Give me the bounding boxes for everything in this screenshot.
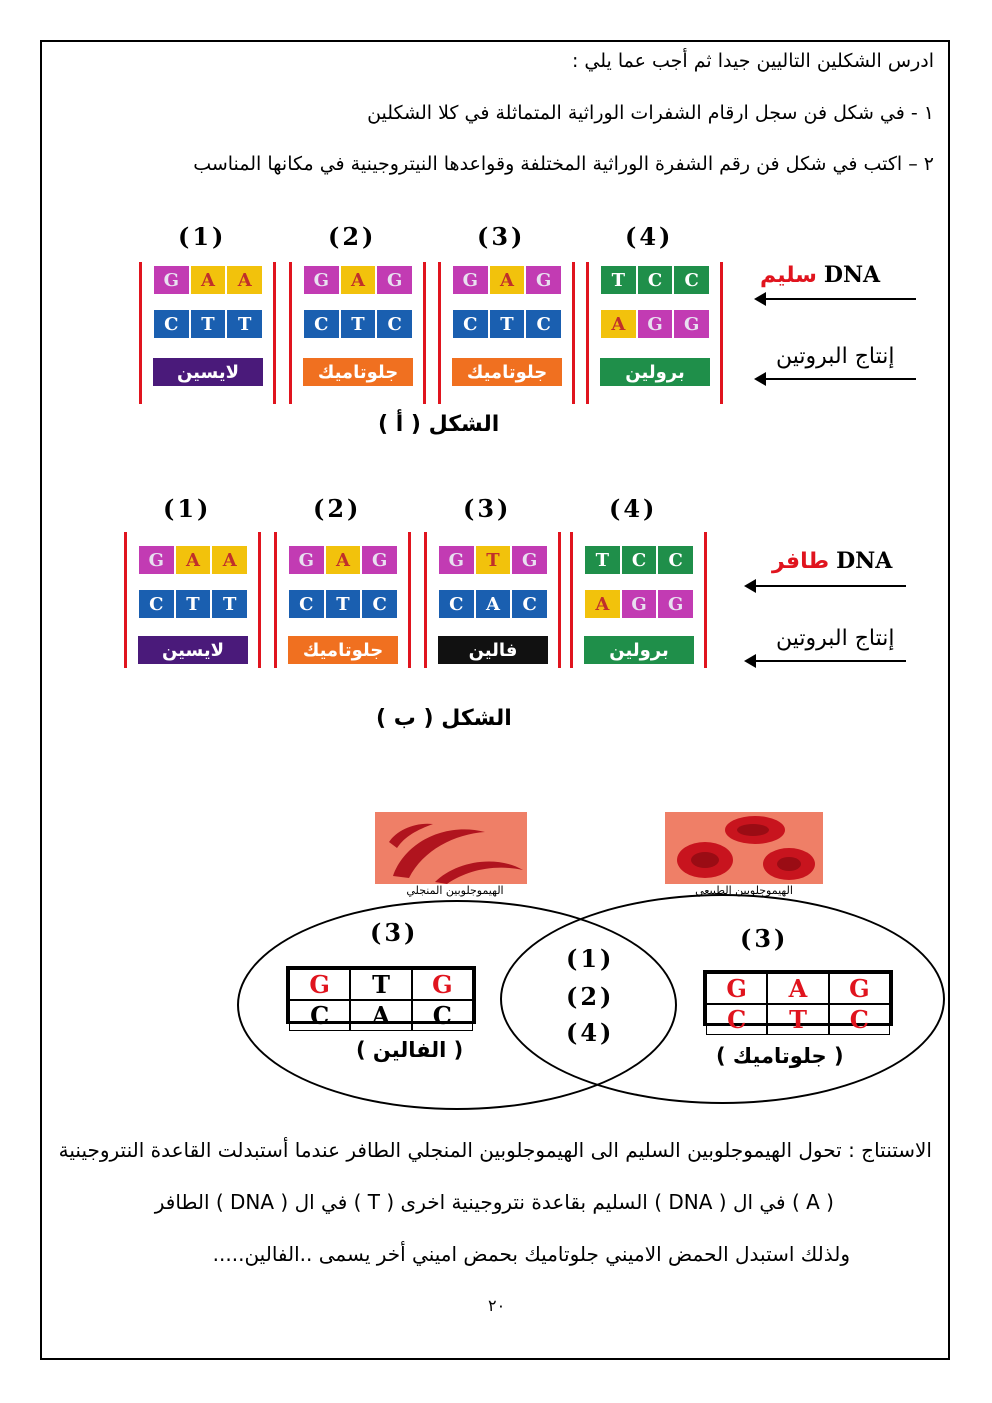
venn-left-table (286, 966, 476, 1030)
nucleotide-base: G (289, 546, 324, 574)
nucleotide-base: C (362, 590, 397, 618)
amino-acid-label: جلوتاميك (303, 358, 413, 386)
amino-acid-label: برولين (600, 358, 710, 386)
instructions-intro: ادرس الشكلين التاليين جيدا ثم أجب عما يلي : (571, 50, 934, 72)
nucleotide-base: C (154, 310, 189, 338)
dna-top-strand (153, 266, 263, 294)
base-cell: C (829, 1004, 890, 1035)
base-cell: C (412, 1000, 473, 1031)
base-cell: T (350, 969, 411, 1000)
nucleotide-base: G (674, 310, 709, 338)
codon-number: (3) (463, 494, 512, 523)
red-divider (273, 262, 276, 404)
figure-a-dna-label (760, 262, 880, 288)
base-cell: G (289, 969, 350, 1000)
nucleotide-base: A (191, 266, 226, 294)
dna-bottom-strand (452, 310, 562, 338)
nucleotide-base: T (227, 310, 262, 338)
nucleotide-base: C (526, 310, 561, 338)
question-2: ٢ – اكتب في شكل فن رقم الشفرة الوراثية المختلفة وقواعدها النيتروجينية في مكانها المناسب (193, 153, 934, 175)
red-divider (424, 532, 427, 668)
nucleotide-base: G (154, 266, 189, 294)
nucleotide-base: G (453, 266, 488, 294)
venn-right-table (703, 970, 893, 1034)
dna-top-strand (584, 546, 694, 574)
nucleotide-base: T (490, 310, 525, 338)
question-1: ١ - في شكل فن سجل ارقام الشفرات الوراثية المتماثلة في كلا الشكلين (367, 102, 934, 124)
dna-bottom-strand (303, 310, 413, 338)
nucleotide-base: C (139, 590, 174, 618)
nucleotide-base: A (341, 266, 376, 294)
arrow-left-icon (756, 378, 916, 380)
nucleotide-base: C (658, 546, 693, 574)
base-cell: C (706, 1004, 767, 1035)
dna-top-strand (303, 266, 413, 294)
base-cell: C (289, 1000, 350, 1031)
venn-center-3: (4) (566, 1018, 615, 1047)
red-divider (570, 532, 573, 668)
nucleotide-base: A (176, 546, 211, 574)
dna-top-strand (600, 266, 710, 294)
base-cell: A (767, 973, 828, 1004)
nucleotide-base: C (674, 266, 709, 294)
dna-bottom-strand (600, 310, 710, 338)
nucleotide-base: T (585, 546, 620, 574)
dna-bottom-strand (584, 590, 694, 618)
nucleotide-base: G (439, 546, 474, 574)
nucleotide-base: G (638, 310, 673, 338)
nucleotide-base: A (601, 310, 636, 338)
nucleotide-base: G (362, 546, 397, 574)
arrow-left-icon (746, 585, 906, 587)
dna-bottom-strand (138, 590, 248, 618)
dna-top-strand (288, 546, 398, 574)
red-divider (274, 532, 277, 668)
healthy-word: سليم (760, 263, 817, 288)
nucleotide-base: T (191, 310, 226, 338)
red-divider (139, 262, 142, 404)
dna-bottom-strand (153, 310, 263, 338)
nucleotide-base: G (139, 546, 174, 574)
nucleotide-base: G (304, 266, 339, 294)
red-divider (558, 532, 561, 668)
nucleotide-base: G (658, 590, 693, 618)
page-number: ٢٠ (488, 1296, 506, 1315)
red-divider (408, 532, 411, 668)
arrow-left-icon (756, 298, 916, 300)
red-divider (124, 532, 127, 668)
nucleotide-base: C (289, 590, 324, 618)
dna-text: DNA (836, 548, 893, 574)
red-divider (258, 532, 261, 668)
amino-acid-label: فالين (438, 636, 548, 664)
venn-left-number: (3) (370, 918, 419, 947)
nucleotide-base: T (476, 546, 511, 574)
red-divider (438, 262, 441, 404)
venn-center-1: (1) (566, 944, 615, 973)
amino-acid-label: لايسين (153, 358, 263, 386)
nucleotide-base: G (526, 266, 561, 294)
base-cell: G (706, 973, 767, 1004)
dna-top-strand (138, 546, 248, 574)
red-divider (586, 262, 589, 404)
dna-top-strand (438, 546, 548, 574)
amino-acid-label: جلوتاميك (288, 636, 398, 664)
figure-a-protein-label: إنتاج البروتين (776, 344, 895, 369)
arrow-left-icon (746, 660, 906, 662)
nucleotide-base: G (622, 590, 657, 618)
red-divider (720, 262, 723, 404)
nucleotide-base: G (377, 266, 412, 294)
venn-left-label: ( الفالين ) (356, 1038, 464, 1062)
base-cell: T (767, 1004, 828, 1035)
codon-number: (2) (313, 494, 362, 523)
codon-number: (4) (609, 494, 658, 523)
codon-number: (1) (178, 222, 227, 251)
conclusion-line-3: ولذلك استبدل الحمض الاميني جلوتاميك بحمض اميني أخر يسمى ..الفالين..... (212, 1242, 850, 1266)
red-divider (423, 262, 426, 404)
base-cell: G (412, 969, 473, 1000)
nucleotide-base: A (212, 546, 247, 574)
nucleotide-base: T (341, 310, 376, 338)
base-cell: A (350, 1000, 411, 1031)
normal-caption: الهيموجلوبين الطبيعي (695, 884, 793, 897)
sickle-cells-image (375, 812, 527, 884)
nucleotide-base: C (377, 310, 412, 338)
nucleotide-base: C (439, 590, 474, 618)
nucleotide-base: T (212, 590, 247, 618)
venn-center-2: (2) (566, 982, 615, 1011)
nucleotide-base: T (176, 590, 211, 618)
base-cell: G (829, 973, 890, 1004)
conclusion-line-2: ( A ) في ال ( DNA ) السليم بقاعدة نتروجينية اخرى ( T ) في ال ( DNA ) الطافر (154, 1190, 834, 1214)
amino-acid-label: جلوتاميك (452, 358, 562, 386)
red-divider (572, 262, 575, 404)
nucleotide-base: A (326, 546, 361, 574)
figure-b-protein-label: إنتاج البروتين (776, 626, 895, 651)
nucleotide-base: A (490, 266, 525, 294)
mutant-word: طافر (772, 549, 830, 574)
nucleotide-base: C (622, 546, 657, 574)
codon-number: (3) (477, 222, 526, 251)
dna-text: DNA (823, 262, 881, 288)
venn-right-number: (3) (740, 924, 789, 953)
codon-number: (4) (625, 222, 674, 251)
nucleotide-base: A (476, 590, 511, 618)
red-divider (289, 262, 292, 404)
nucleotide-base: T (326, 590, 361, 618)
amino-acid-label: برولين (584, 636, 694, 664)
sickle-caption: الهيموجلوبين المنجلي (406, 884, 504, 897)
nucleotide-base: T (601, 266, 636, 294)
amino-acid-label: لايسين (138, 636, 248, 664)
codon-number: (2) (328, 222, 377, 251)
nucleotide-base: A (227, 266, 262, 294)
nucleotide-base: C (638, 266, 673, 294)
nucleotide-base: C (304, 310, 339, 338)
nucleotide-base: C (453, 310, 488, 338)
dna-bottom-strand (438, 590, 548, 618)
nucleotide-base: A (585, 590, 620, 618)
nucleotide-base: C (512, 590, 547, 618)
normal-cells-image (665, 812, 823, 884)
dna-bottom-strand (288, 590, 398, 618)
figure-b-dna-label (772, 548, 892, 574)
figure-b-title: الشكل ( ب ) (376, 706, 512, 731)
codon-number: (1) (163, 494, 212, 523)
conclusion-line-1: الاستنتاج : تحول الهيموجلوبين السليم الى الهيموجلوبين المنجلي الطافر عندما أستبدلت القاعدة النتروجينية (58, 1138, 932, 1162)
dna-top-strand (452, 266, 562, 294)
venn-right-label: ( جلوتاميك ) (716, 1044, 844, 1068)
red-divider (704, 532, 707, 668)
nucleotide-base: G (512, 546, 547, 574)
figure-a-title: الشكل ( أ ) (378, 412, 500, 437)
